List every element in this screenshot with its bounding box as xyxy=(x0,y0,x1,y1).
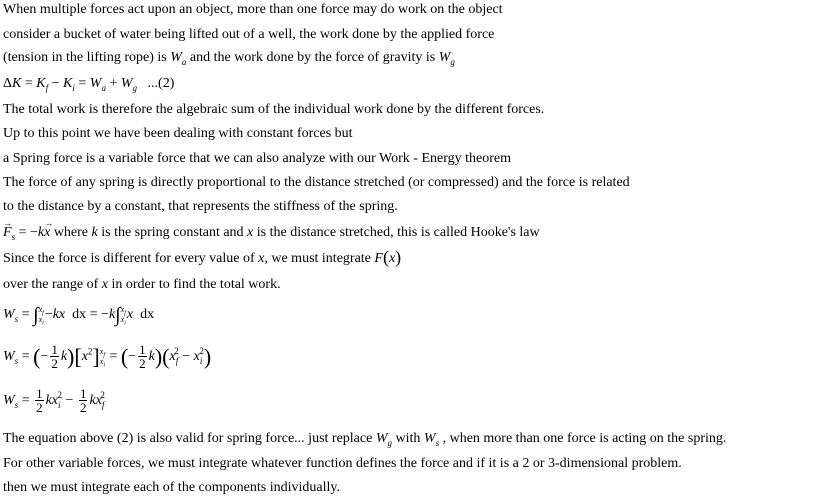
text-line-5: The total work is therefore the algebraic sum of the individual work done by the different forces. xyxy=(3,102,545,117)
text-line-12 xyxy=(3,276,281,293)
text-line-8: The force of any spring is directly proportional to the distance stretched (or compressed) and the force is related xyxy=(3,175,630,190)
math-x: x xyxy=(258,251,265,266)
text-fragment: is the spring constant and xyxy=(101,225,244,240)
text-fragment: , when more than one force is acting on the spring. xyxy=(442,431,727,446)
text-fragment: is the distance stretched, this is called Hooke's law xyxy=(256,225,540,240)
equation-integral-3: $W_s$ = $\frac{1}{2}$ $kx_i^2$ − $\frac{1}{2}$ $kx_f^2$ xyxy=(3,386,105,416)
text-line-6: Up to this point we have been dealing with constant forces but xyxy=(3,126,353,141)
math-Wa: $W_a$ xyxy=(170,50,187,67)
text-line-7: a Spring force is a variable force that we can also analyze with our Work - Energy theorem xyxy=(3,151,511,166)
text-line-13 xyxy=(3,430,726,447)
equation-integral-2: $W_s$ = (− $\frac{1}{2}$ $k)[x^2]$ $x_f$ $x_i$ = (− $\frac{1}{2}$ $k)(x_f^2 - x_i^2)$ xyxy=(3,342,212,372)
text-line-15: then we must integrate each of the components individually. xyxy=(3,480,340,495)
text-line-2: consider a bucket of water being lifted out of a well, the work done by the applied force xyxy=(3,27,495,42)
text-fragment: we must integrate xyxy=(271,251,371,266)
math-hookes-law: → $F_s = -k\to x$ xyxy=(3,225,50,240)
math-x: x xyxy=(101,277,108,292)
text-line-10 xyxy=(3,224,540,241)
text-line-9: to the distance by a constant, that represents the stiffness of the spring. xyxy=(3,199,398,214)
equation-integral-1: $W_s$ = ∫ $x_f$ $x_i$ −kx dx = −k∫ $x_f$ $x_i$ x dx xyxy=(3,303,155,327)
math-Wg: $W_g$ xyxy=(375,431,392,448)
text-line-3 xyxy=(3,49,455,66)
text-fragment: and the work done by the force of gravity is xyxy=(189,50,436,65)
equation-work-energy xyxy=(3,75,174,92)
text-fragment: Since the force is different for every value of xyxy=(3,251,255,266)
math-k: k xyxy=(91,225,98,240)
text-fragment: (tension in the lifting rope) is xyxy=(3,50,167,65)
text-fragment: The equation above (2) is also valid for spring force... just replace xyxy=(3,431,373,446)
text-line-14: For other variable forces, we must integrate whatever function defines the force and if it is a 2 or 3-dimensional problem. xyxy=(3,456,682,471)
text-fragment: with xyxy=(395,431,421,446)
text-line-11: Since the force is different for every value of x, we must integrate F(x) xyxy=(3,247,402,267)
math-expression: $\Delta K = K_f - K_i = W_a + W_g$ xyxy=(3,76,138,93)
text-line-1: When multiple forces act upon an object, more than one force may do work on the object xyxy=(3,2,503,17)
math-F-of-x: F(x) xyxy=(374,247,402,267)
math-Wg: $W_g$ xyxy=(438,50,455,67)
text-fragment: over the range of xyxy=(3,277,99,292)
text-fragment: in order to find the total work. xyxy=(111,277,281,292)
math-Ws: $W_s$ xyxy=(423,431,440,448)
equation-number: ...(2) xyxy=(147,76,175,91)
text-fragment: where xyxy=(53,225,89,240)
math-x: x xyxy=(247,225,254,240)
